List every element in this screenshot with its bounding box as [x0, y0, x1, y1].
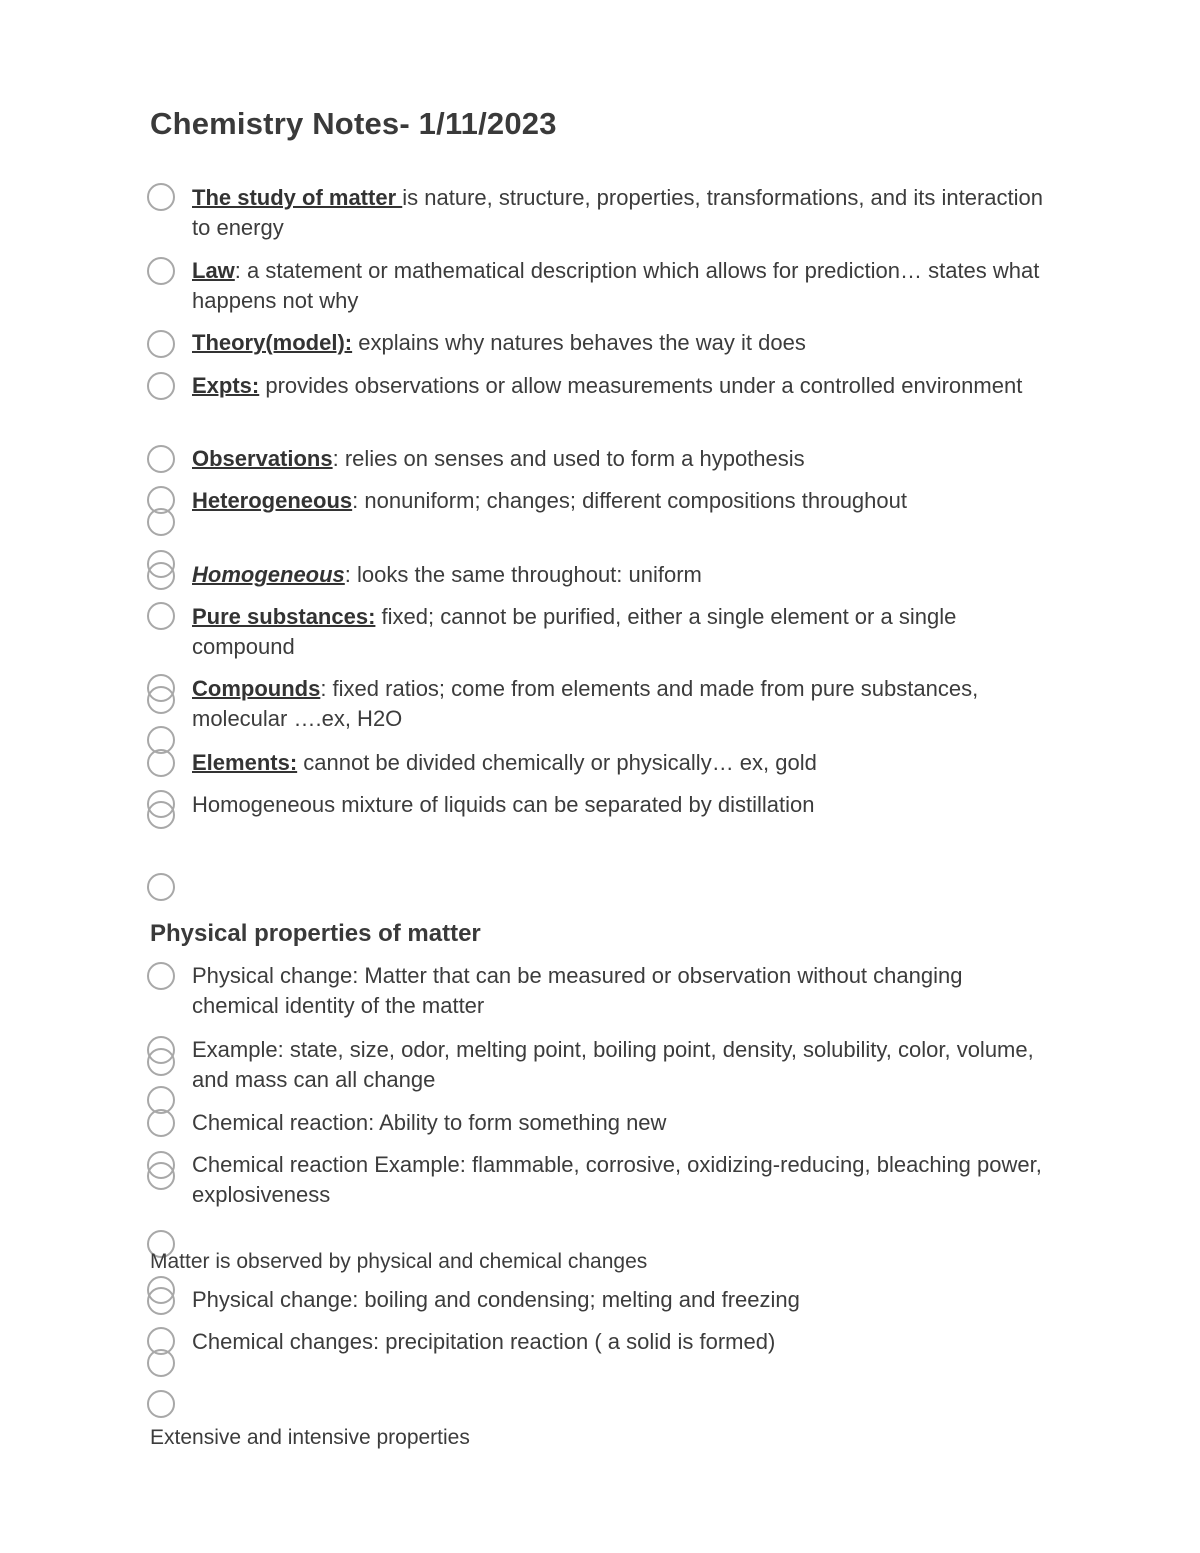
checkbox-circle[interactable]: [147, 508, 175, 536]
note-term: Theory(model):: [192, 330, 353, 355]
note-pure-substances: [192, 602, 1052, 662]
note-text: : nonuniform; changes; different compositions throughout: [352, 488, 907, 513]
note-term: Expts:: [192, 373, 260, 398]
checkbox-circle[interactable]: [147, 183, 175, 211]
note-heterogeneous: [192, 486, 1052, 516]
note-study-of-matter: [192, 183, 1052, 243]
checkbox-circle[interactable]: [147, 372, 175, 400]
note-text: Homogeneous mixture of liquids can be separated by distillation: [192, 792, 815, 817]
checkbox-circle[interactable]: [147, 749, 175, 777]
note-term: Law: [192, 258, 235, 283]
note-text: fixed; cannot be purified, either a single element or a single compound: [192, 604, 957, 659]
note-text: : fixed ratios; come from elements and made from pure substances, molecular ….ex, H2O: [192, 676, 979, 731]
checkbox-circle[interactable]: [147, 602, 175, 630]
checkbox-circle[interactable]: [147, 686, 175, 714]
note-compounds: [192, 674, 1052, 734]
checkbox-circle[interactable]: [147, 873, 175, 901]
checkbox-circle[interactable]: [147, 801, 175, 829]
checkbox-circle[interactable]: [147, 257, 175, 285]
checkbox-circle[interactable]: [147, 1048, 175, 1076]
note-law: [192, 256, 1052, 316]
checkbox-circle[interactable]: [147, 330, 175, 358]
note-text: : a statement or mathematical description which allows for prediction… states what happens not why: [192, 258, 1040, 313]
checkbox-circle[interactable]: [147, 962, 175, 990]
note-term: The study of matter: [192, 185, 403, 210]
note-term: Heterogeneous: [192, 488, 353, 513]
physical-item: Chemical reaction Example: flammable, corrosive, oxidizing-reducing, bleaching power, explosiveness: [192, 1152, 1042, 1207]
checkbox-circle[interactable]: [147, 1349, 175, 1377]
note-term: Observations: [192, 446, 333, 471]
physical-item: Physical change: Matter that can be measured or observation without changing chemical identity of the matter: [192, 963, 963, 1018]
note-term: Elements:: [192, 750, 298, 775]
note-text: provides observations or allow measurements under a controlled environment: [259, 373, 1023, 398]
physical-item: Example: state, size, odor, melting point, boiling point, density, solubility, color, volume, and mass can all change: [192, 1037, 1034, 1092]
footer-line: Extensive and intensive properties: [150, 1426, 470, 1449]
note-homogeneous: [192, 560, 1052, 590]
note-term: Homogeneous: [192, 562, 345, 587]
physical-item: Chemical reaction: Ability to form something new: [192, 1110, 667, 1135]
checkbox-circle[interactable]: [147, 1109, 175, 1137]
checkbox-circle[interactable]: [147, 445, 175, 473]
note-text: : relies on senses and used to form a hypothesis: [332, 446, 805, 471]
checkbox-circle[interactable]: [147, 562, 175, 590]
note-expts: [192, 371, 1052, 401]
section-heading-observed: Matter is observed by physical and chemical changes: [150, 1250, 648, 1273]
note-elements: [192, 748, 1052, 778]
note-text: explains why natures behaves the way it does: [352, 330, 806, 355]
note-text: : looks the same throughout: uniform: [344, 562, 702, 587]
note-term: Compounds: [192, 676, 321, 701]
note-distillation: [192, 790, 1052, 820]
observed-item: Physical change: boiling and condensing; melting and freezing: [192, 1287, 800, 1312]
note-text: cannot be divided chemically or physically… ex, gold: [297, 750, 817, 775]
page-title: Chemistry Notes- 1/11/2023: [150, 106, 557, 141]
note-text: is nature, structure, properties, transformations, and its interaction to energy: [192, 185, 1043, 240]
checkbox-circle[interactable]: [147, 1162, 175, 1190]
section-heading-physical: Physical properties of matter: [150, 920, 481, 947]
observed-item: Chemical changes: precipitation reaction ( a solid is formed): [192, 1329, 776, 1354]
checkbox-circle[interactable]: [147, 1390, 175, 1418]
checkbox-circle[interactable]: [147, 1287, 175, 1315]
note-observations: [192, 444, 1052, 474]
note-term: Pure substances:: [192, 604, 376, 629]
note-theory: [192, 328, 1052, 358]
